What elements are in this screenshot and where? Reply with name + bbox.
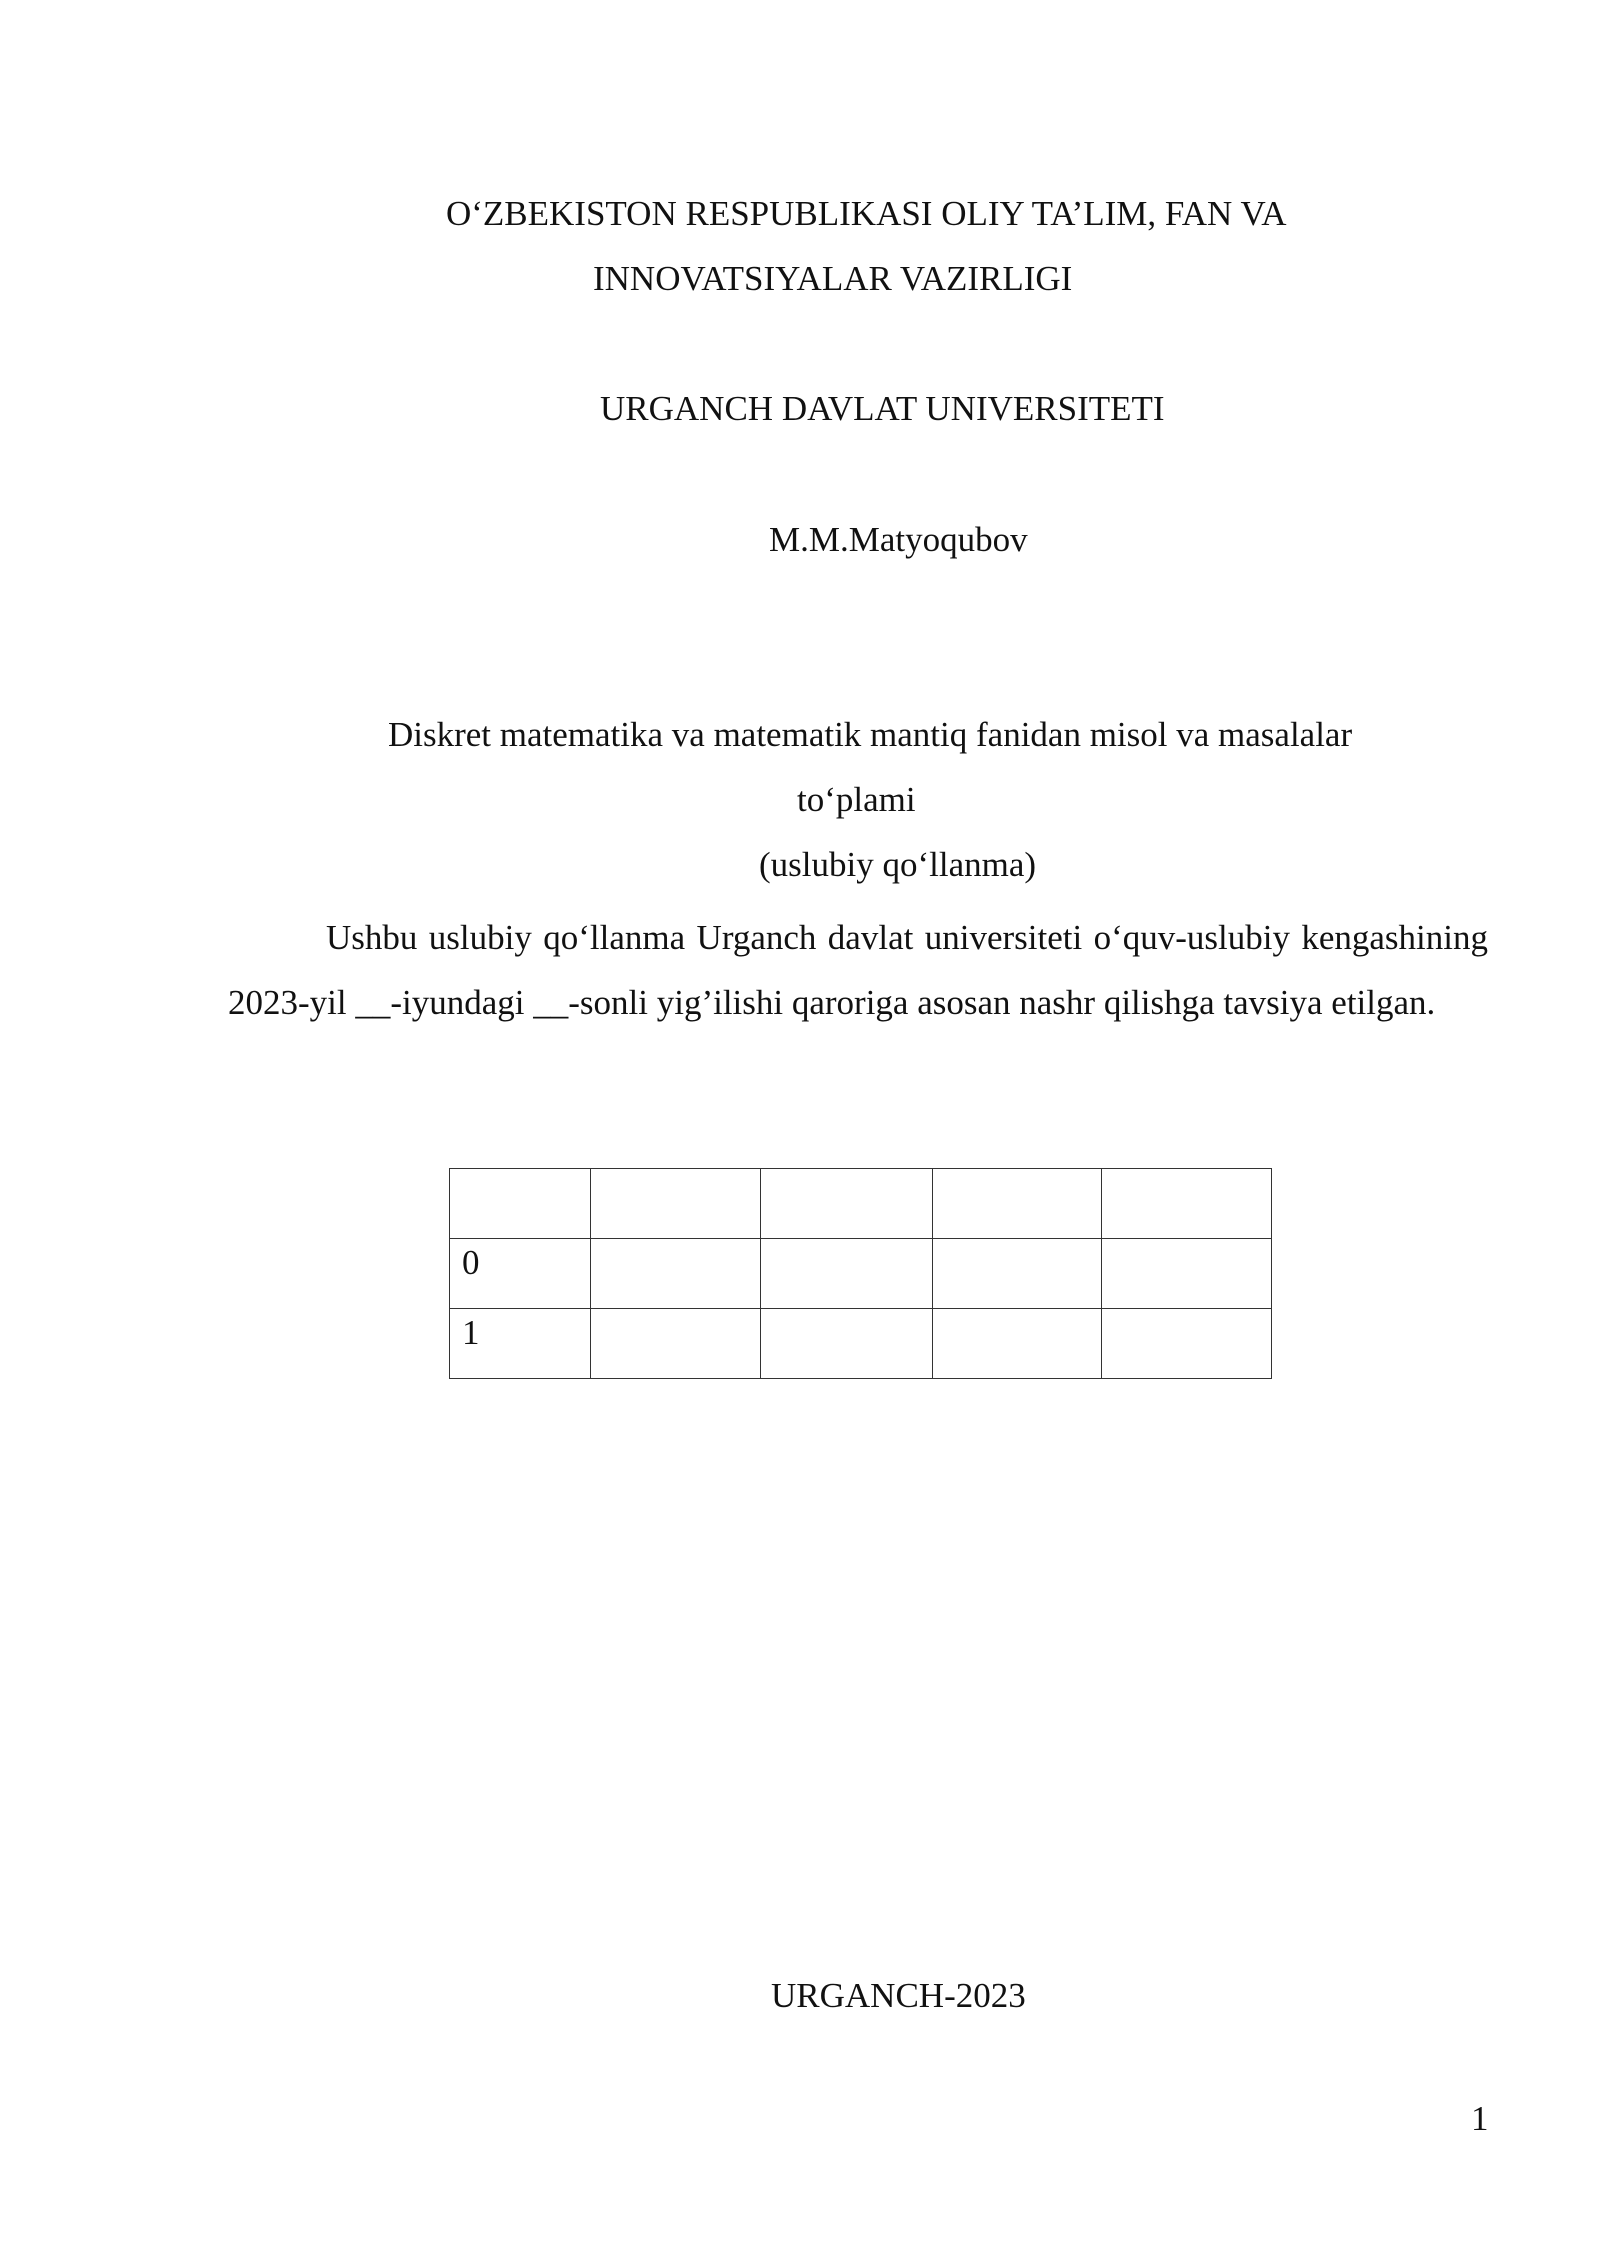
table-row [450,1239,1272,1309]
table-cell [1102,1239,1272,1309]
table-cell [933,1169,1102,1239]
university-name: URGANCH DAVLAT UNIVERSITETI [600,389,1165,428]
table-row [450,1169,1272,1239]
table-cell [933,1239,1102,1309]
table-cell [761,1309,933,1379]
document-subtitle: (uslubiy qo‘llanma) [759,845,1037,884]
author-name: M.M.Matyoqubov [769,520,1028,559]
approval-paragraph: Ushbu uslubiy qo‘llanma Urganch davlat universiteti o‘quv-uslubiy kengashining 2023-yil __-iyundagi __-sonli yig’ilishi qaroriga asosan nashr qilishga tavsiya etilgan. [228,918,1488,1022]
table-cell [761,1169,933,1239]
ministry-title-line1: O‘ZBEKISTON RESPUBLIKASI OLIY TA’LIM, FAN VA [446,194,1287,233]
table-cell [591,1309,761,1379]
document-title-line2: to‘plami [797,780,916,819]
table-cell [591,1239,761,1309]
table-cell: 1 [450,1309,591,1379]
table-cell [1102,1309,1272,1379]
ministry-title-line2: INNOVATSIYALAR VAZIRLIGI [593,259,1073,298]
table-cell: 0 [450,1239,591,1309]
table-cell [933,1309,1102,1379]
place-year: URGANCH-2023 [771,1976,1026,2015]
table-cell [591,1169,761,1239]
table-cell [450,1169,591,1239]
grid-table [449,1168,1272,1379]
table-cell [761,1239,933,1309]
page-number: 1 [1471,2099,1489,2138]
document-title-line1: Diskret matematika va matematik mantiq fanidan misol va masalalar [388,715,1353,754]
table-row [450,1309,1272,1379]
table-cell [1102,1169,1272,1239]
